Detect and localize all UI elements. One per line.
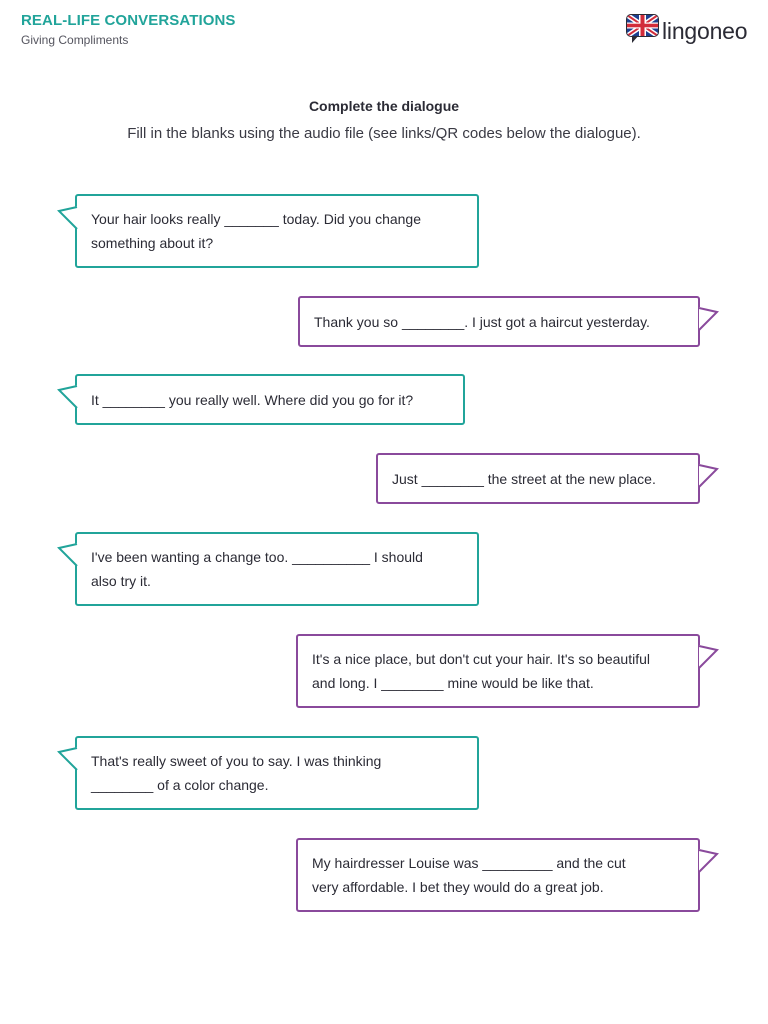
speech-tail-right [696, 464, 720, 490]
dialogue-text [91, 749, 381, 797]
speech-tail-right [696, 849, 720, 875]
dialogue-text [392, 467, 656, 491]
dialogue-line: something about it? [91, 235, 214, 251]
dialogue-text [91, 207, 421, 255]
speech-tail-left [56, 747, 80, 773]
dialogue-line: Your hair looks really _______ today. Did you change [91, 211, 421, 227]
worksheet-subtitle: Giving Compliments [21, 33, 129, 47]
dialogue-line: It's a nice place, but don't cut your hair. It's so beautiful [312, 651, 650, 667]
dialogue-bubble-8 [296, 838, 700, 912]
speech-tail-left [56, 385, 80, 411]
dialogue-bubble-3 [75, 374, 465, 425]
dialogue-line: It ________ you really well. Where did you go for it? [91, 391, 414, 408]
speech-tail-left [56, 543, 80, 569]
dialogue-line: My hairdresser Louise was _________ and the cut [312, 855, 626, 871]
dialogue-line: also try it. [91, 573, 151, 589]
dialogue-text [91, 545, 423, 593]
exercise-title: Complete the dialogue [308, 98, 460, 114]
dialogue-bubble-7 [75, 736, 479, 810]
dialogue-line: Just ________ the street at the new place. [392, 470, 656, 487]
worksheet-title: REAL-LIFE CONVERSATIONS [21, 12, 236, 29]
dialogue-line: very affordable. I bet they would do a great job. [312, 879, 604, 895]
uk-flag-speech-bubble-icon [626, 14, 659, 49]
brand-name: lingoneo [662, 18, 748, 44]
dialogue-text [91, 388, 413, 412]
speech-tail-left [56, 206, 80, 232]
dialogue-line: I've been wanting a change too. __________ I should [91, 549, 423, 565]
dialogue-line: That's really sweet of you to say. I was thinking [91, 753, 382, 769]
dialogue-bubble-2 [298, 296, 700, 347]
dialogue-line: and long. I ________ mine would be like that. [312, 675, 594, 691]
dialogue-line: ________ of a color change. [91, 777, 269, 793]
speech-tail-right [696, 645, 720, 671]
dialogue-bubble-5 [75, 532, 479, 606]
exercise-instructions: Fill in the blanks using the audio file (see links/QR codes below the dialogue). [127, 125, 641, 142]
speech-tail-right [696, 307, 720, 333]
dialogue-bubble-1 [75, 194, 479, 268]
dialogue-bubble-6 [296, 634, 700, 708]
dialogue-text [314, 310, 650, 334]
dialogue-line: Thank you so ________. I just got a haircut yesterday. [314, 313, 650, 330]
brand-logo[interactable] [626, 14, 747, 49]
dialogue-text [312, 647, 650, 695]
dialogue-bubble-4 [376, 453, 700, 504]
dialogue-text [312, 851, 626, 899]
